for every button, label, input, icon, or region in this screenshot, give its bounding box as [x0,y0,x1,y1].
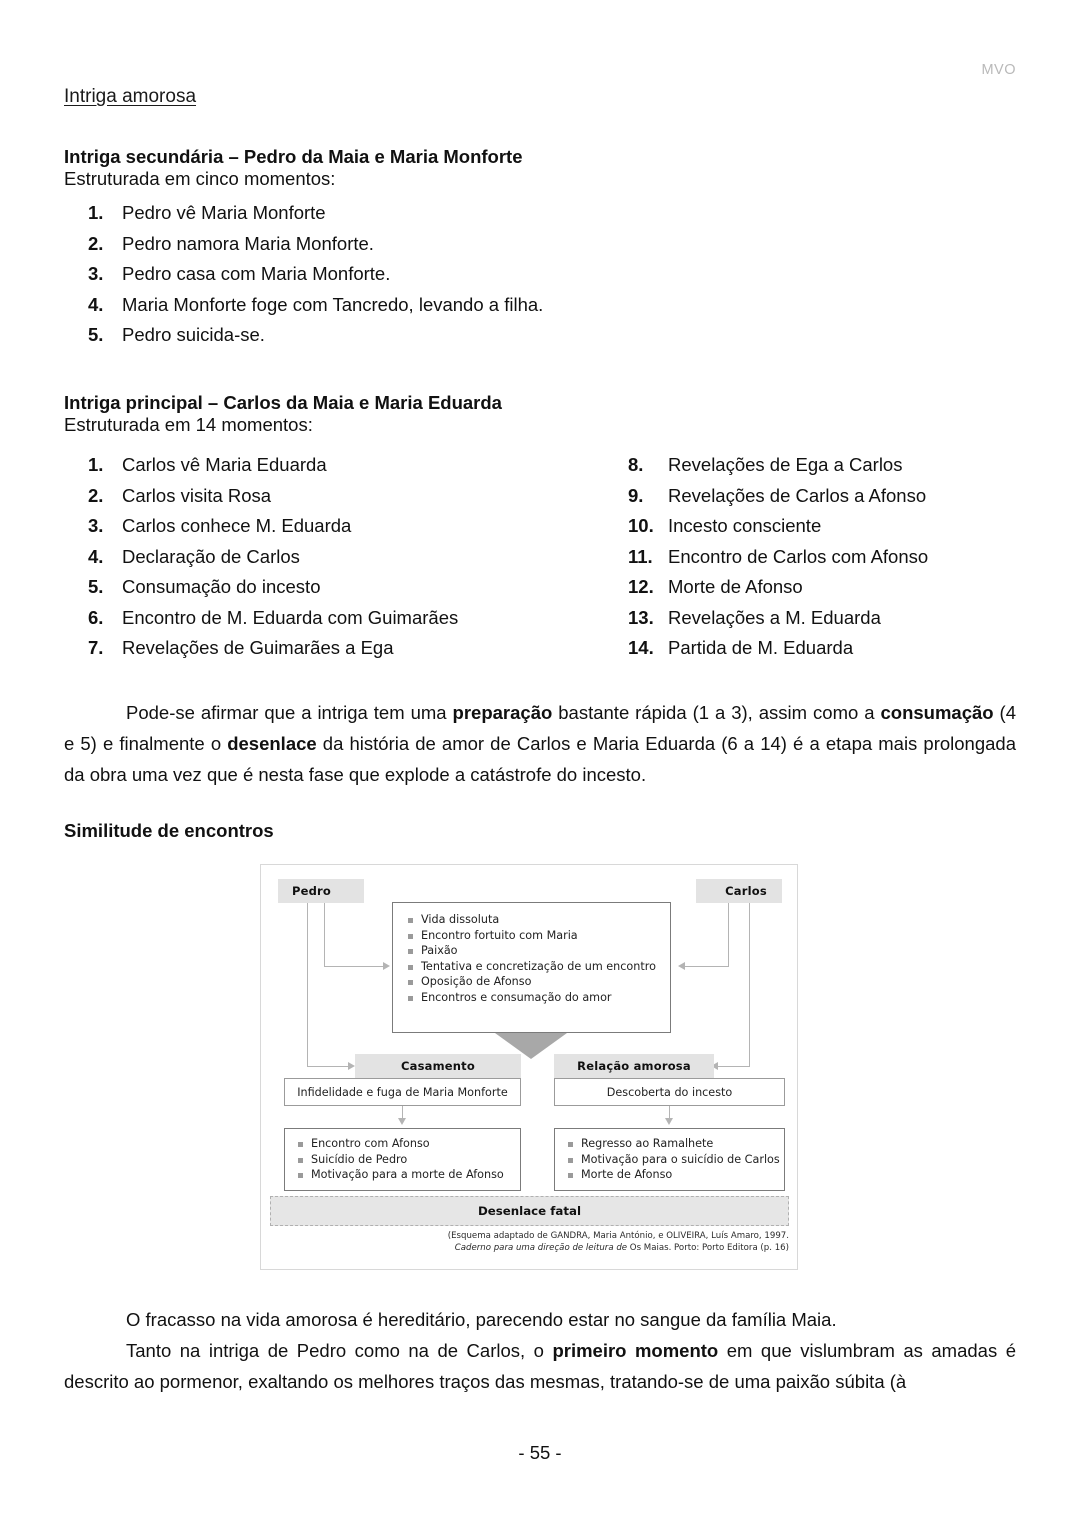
connector-descoberta-down-arrow [665,1118,673,1125]
list-item-label: Revelações de Carlos a Afonso [668,484,927,506]
paragraph-fracasso [64,1304,1016,1335]
paragraph-preparacao [64,697,1016,790]
list-item-label: Revelações a M. Eduarda [668,606,881,628]
similitude-diagram [260,864,798,1270]
list-item-label: Pedro suicida-se. [122,324,265,345]
para-bold-consumacao: consumação [880,702,994,723]
principal-heading: Intriga principal – Carlos da Maia e Maria Eduarda [64,392,502,413]
list-item-label: Encontro de Carlos com Afonso [668,545,929,567]
paragraph-fracasso-text: O fracasso na vida amorosa é hereditário, parecendo estar no sangue da família Maia. [126,1309,837,1330]
diagram-carlos-outcomes-box [554,1128,785,1191]
diagram-node-casamento: Casamento [355,1054,521,1078]
list-item-number: 4. [88,293,104,315]
list-item [604,633,928,664]
paragraph-primeiro-text-c: em que vislumbram as amadas é descrito ao pormenor, exaltando os melhores traços das mesmas, tratando-se de uma paixão súbita (à [64,1340,1016,1392]
diagram-shared-traits-list [407,912,660,1006]
list-item: Encontro fortuito com Maria [407,928,660,944]
list-item-label: Morte de Afonso [668,576,803,597]
para-text-3: (4 e 5) e finalmente o [64,702,1017,754]
list-item [64,603,458,634]
list-item-label: Maria Monforte foge com Tancredo, levando a filha. [122,293,544,315]
list-item-number: 5. [88,576,104,597]
diagram-pedro-outcomes-list [297,1136,512,1183]
diagram-credit-rest: Os Maias. Porto: Porto Editora (p. 16) [627,1242,789,1253]
list-item-number: 1. [88,454,104,475]
list-item-label: Revelações de Guimarães a Ega [122,637,394,658]
list-item: Suicídio de Pedro [297,1152,512,1168]
principal-moments-right [604,450,928,664]
list-item-number: 3. [88,515,104,536]
diagram-credit [270,1231,789,1254]
list-item-number: 6. [88,606,104,628]
principal-intro: Estruturada em 14 momentos: [64,414,313,435]
principal-column-right [604,442,928,664]
list-item-number: 13. [628,606,654,628]
connector-carlos-to-relacao-horizontal [718,1066,750,1067]
diagram-node-descoberta: Descoberta do incesto [554,1078,785,1106]
list-item-number: 12. [628,576,654,597]
list-item: Encontros e consumação do amor [407,990,660,1006]
diagram-node-desenlace-fatal: Desenlace fatal [270,1196,789,1226]
list-item-number: 14. [628,637,654,658]
list-item: Vida dissoluta [407,912,660,928]
paragraph-primeiro-momento [64,1335,1016,1397]
list-item [64,198,543,229]
diagram-pedro-outcomes-box [284,1128,521,1191]
list-item [64,450,458,481]
list-item: Paixão [407,943,660,959]
diagram-node-carlos: Carlos [696,879,782,903]
connector-carlos-to-traits-horizontal [685,966,729,967]
diagram-carlos-outcomes-list [567,1136,780,1183]
diagram-node-relacao-amorosa: Relação amorosa [554,1054,714,1078]
list-item: Motivação para o suicídio de Carlos [567,1152,776,1168]
running-header: MVO [981,62,1016,78]
para-text-4: da história de amor de Carlos e Maria Eduarda (6 a 14) é a etapa mais prolongada da obra uma vez que é nesta fase que explode a catástrofe do incesto. [64,733,1016,785]
section-intriga-principal [64,392,929,658]
list-item [64,511,458,542]
list-item [64,259,543,290]
connector-pedro-to-traits-horizontal [324,966,384,967]
connector-pedro-to-traits-arrow [383,962,390,970]
list-item: Motivação para a morte de Afonso [297,1167,512,1183]
list-item-number: 11. [628,545,653,567]
list-item-number: 2. [88,232,104,254]
similitude-heading: Similitude de encontros [64,820,274,841]
connector-infidelidade-down-arrow [398,1118,406,1125]
para-text-2: bastante rápida (1 a 3), assim como a [552,702,881,723]
list-item-number: 1. [88,202,104,223]
list-item [604,450,928,481]
list-item-label: Carlos visita Rosa [122,484,272,506]
para-text-1: Pode-se afirmar que a intriga tem uma [126,702,453,723]
list-item-label: Consumação do incesto [122,576,321,597]
list-item [64,572,458,603]
list-item [604,481,928,512]
list-item-label: Declaração de Carlos [122,545,300,567]
list-item-label: Encontro de M. Eduarda com Guimarães [122,606,459,628]
paragraph-bottom-block [64,1304,1016,1397]
list-item-label: Revelações de Ega a Carlos [668,454,903,475]
principal-column-left [64,442,458,664]
list-item-label: Carlos vê Maria Eduarda [122,454,327,475]
connector-carlos-to-traits-vertical [728,903,729,967]
section-intriga-secundaria [64,146,543,351]
secondary-heading: Intriga secundária – Pedro da Maia e Maria Monforte [64,146,523,167]
topic-title: Intriga amorosa [64,86,197,107]
connector-carlos-to-relacao-vertical [749,903,750,1067]
list-item [64,481,458,512]
list-item [64,542,458,573]
list-item-number: 3. [88,263,104,284]
list-item [64,290,543,321]
connector-pedro-to-casamento-arrow [348,1062,355,1070]
list-item-number: 2. [88,484,104,506]
list-item-label: Partida de M. Eduarda [668,637,854,658]
list-item [604,572,928,603]
list-item [64,633,458,664]
list-item-number: 5. [88,324,104,345]
list-item: Tentativa e concretização de um encontro [407,959,660,975]
para-bold-preparacao: preparação [452,702,553,723]
list-item-number: 4. [88,545,104,567]
list-item-number: 9. [628,484,644,506]
connector-pedro-to-casamento-vertical [307,903,308,1067]
list-item [604,511,928,542]
diagram-credit-line-2 [270,1243,789,1255]
secondary-moments-list [64,198,543,351]
list-item [64,320,543,351]
page-number: - 55 - [518,1442,562,1463]
list-item: Morte de Afonso [567,1167,776,1183]
list-item-number: 10. [628,515,654,536]
para-bold-desenlace: desenlace [227,733,317,754]
connector-pedro-to-casamento-horizontal [307,1066,349,1067]
diagram-credit-italic: Caderno para uma direção de leitura de [454,1242,628,1253]
list-item: Regresso ao Ramalhete [567,1136,776,1152]
list-item-label: Pedro casa com Maria Monforte. [122,263,391,284]
list-item-label: Pedro namora Maria Monforte. [122,232,374,254]
diagram-shared-traits-box [392,902,671,1033]
list-item-number: 7. [88,637,104,658]
list-item [604,542,928,573]
diagram-node-infidelidade: Infidelidade e fuga de Maria Monforte [284,1078,521,1106]
diagram-credit-line-1: (Esquema adaptado de GANDRA, Maria António, e OLIVEIRA, Luís Amaro, 1997. [447,1231,789,1241]
connector-carlos-to-traits-arrow [678,962,685,970]
list-item-label: Incesto consciente [668,515,822,536]
list-item-label: Pedro vê Maria Monforte [122,202,326,223]
list-item-number: 8. [628,454,644,475]
paragraph-bold-primeiro-momento: primeiro momento [552,1340,719,1361]
list-item: Encontro com Afonso [297,1136,512,1152]
list-item [64,229,543,260]
principal-moments-left [64,450,458,664]
diagram-node-pedro: Pedro [278,879,364,903]
list-item [604,603,928,634]
secondary-intro: Estruturada em cinco momentos: [64,168,336,189]
connector-pedro-to-traits-vertical [324,903,325,967]
list-item: Oposição de Afonso [407,974,660,990]
paragraph-primeiro-text-a: Tanto na intriga de Pedro como na de Carlos, o [126,1340,553,1361]
list-item-label: Carlos conhece M. Eduarda [122,515,352,536]
